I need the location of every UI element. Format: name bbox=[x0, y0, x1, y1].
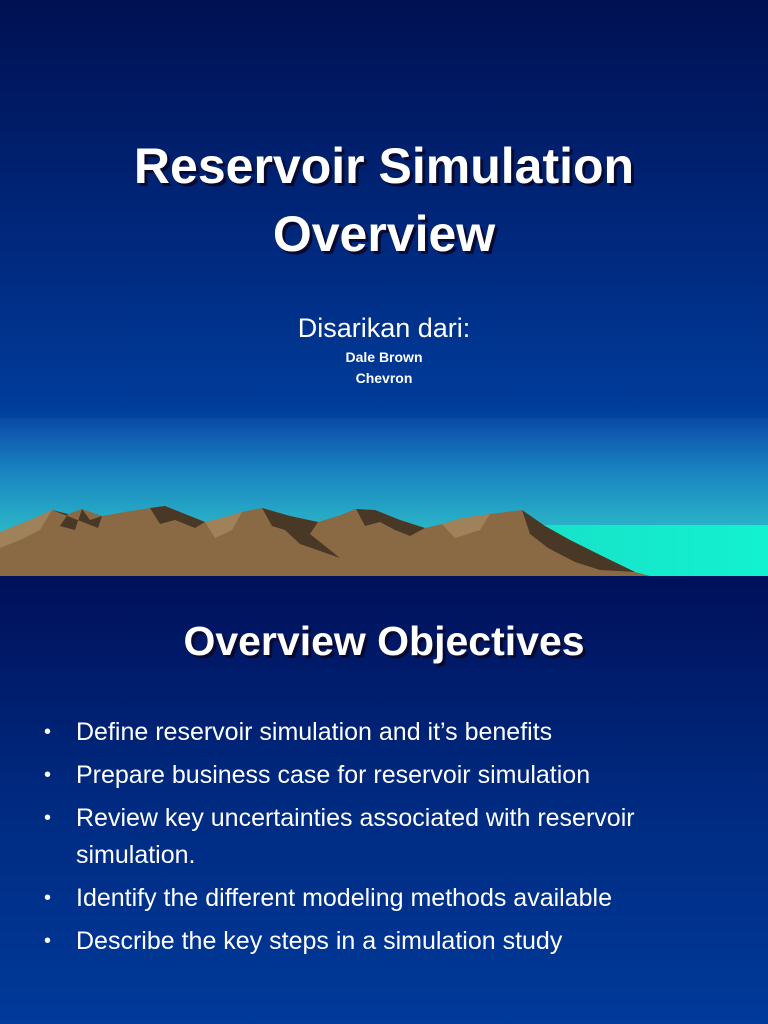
bullet-icon: • bbox=[44, 930, 52, 952]
mountain-range bbox=[0, 500, 768, 576]
bullet-text: Prepare business case for reservoir simulation bbox=[76, 761, 591, 789]
slide-title: Overview Objectives bbox=[183, 618, 585, 664]
bullet-item bbox=[44, 714, 744, 751]
slide-title bbox=[0, 132, 768, 268]
bullet-icon: • bbox=[44, 721, 52, 743]
bullet-item bbox=[44, 880, 744, 917]
author-company: Chevron bbox=[355, 370, 413, 386]
bullet-icon: • bbox=[44, 887, 52, 909]
bullet-item bbox=[44, 800, 744, 874]
bullet-text: Review key uncertainties associated with reservoir simulation. bbox=[76, 804, 635, 869]
author-name: Dale Brown bbox=[345, 349, 423, 365]
slide-title-line1: Reservoir Simulation bbox=[133, 138, 635, 194]
bullet-text: Describe the key steps in a simulation study bbox=[76, 927, 563, 955]
slide-title-line2: Overview bbox=[272, 206, 496, 262]
bullet-icon: • bbox=[44, 764, 52, 786]
bullet-text: Define reservoir simulation and it’s benefits bbox=[76, 718, 553, 746]
bullet-text: Identify the different modeling methods available bbox=[76, 884, 612, 912]
bullet-list bbox=[44, 714, 744, 966]
bullet-item bbox=[44, 923, 744, 960]
bullet-item bbox=[44, 757, 744, 794]
bullet-icon: • bbox=[44, 807, 52, 829]
objectives-slide bbox=[0, 576, 768, 1024]
slide-subtitle: Disarikan dari: bbox=[297, 313, 471, 343]
